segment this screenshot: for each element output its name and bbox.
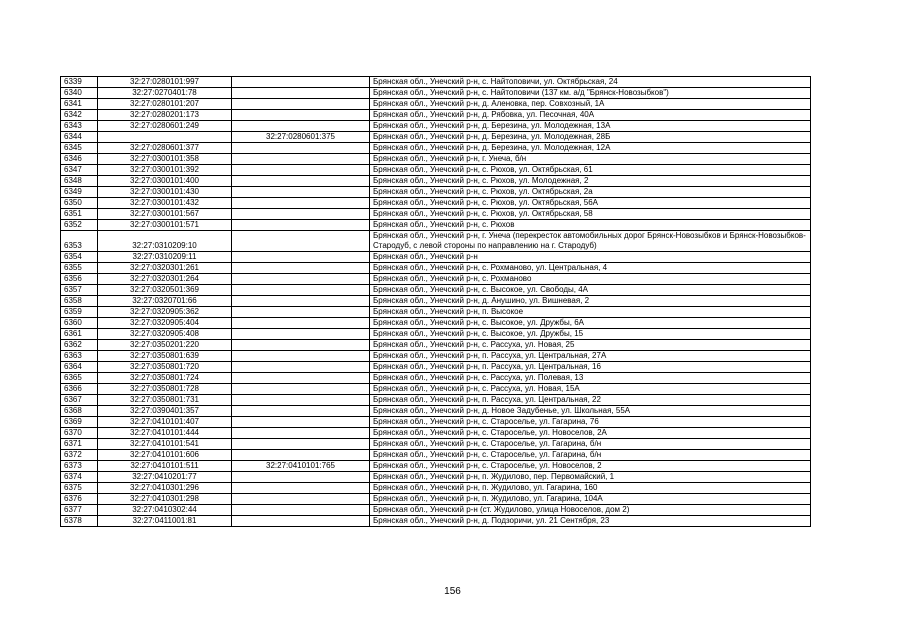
address-cell: Брянская обл., Унечский р-н, с. Староселье, ул. Гагарина, б/н: [370, 450, 811, 461]
secondary-cadastral-number-cell: [232, 340, 370, 351]
cadastral-number-cell: 32:27:0300101:432: [98, 198, 232, 209]
table-row: [61, 494, 811, 505]
address-cell: Брянская обл., Унечский р-н, с. Высокое, ул. Дружбы, 15: [370, 329, 811, 340]
address-cell: Брянская обл., Унечский р-н, п. Жудилово, пер. Первомайский, 1: [370, 472, 811, 483]
row-number-cell: 6367: [61, 395, 98, 406]
table-row: [61, 143, 811, 154]
row-number-cell: 6348: [61, 176, 98, 187]
address-cell: Брянская обл., Унечский р-н, п. Жудилово, ул. Гагарина, 104А: [370, 494, 811, 505]
secondary-cadastral-number-cell: [232, 165, 370, 176]
secondary-cadastral-number-cell: [232, 307, 370, 318]
address-cell: Брянская обл., Унечский р-н, с. Высокое, ул. Свободы, 4А: [370, 285, 811, 296]
table-row: [61, 154, 811, 165]
table-row: [61, 274, 811, 285]
secondary-cadastral-number-cell: [232, 252, 370, 263]
table-row: [61, 209, 811, 220]
secondary-cadastral-number-cell: [232, 209, 370, 220]
row-number-cell: 6366: [61, 384, 98, 395]
secondary-cadastral-number-cell: [232, 285, 370, 296]
row-number-cell: 6347: [61, 165, 98, 176]
row-number-cell: 6372: [61, 450, 98, 461]
row-number-cell: 6352: [61, 220, 98, 231]
address-cell: Брянская обл., Унечский р-н: [370, 252, 811, 263]
row-number-cell: 6357: [61, 285, 98, 296]
cadastral-number-cell: 32:27:0320905:362: [98, 307, 232, 318]
table-row: [61, 99, 811, 110]
address-cell: Брянская обл., Унечский р-н, с. Высокое, ул. Дружбы, 6А: [370, 318, 811, 329]
secondary-cadastral-number-cell: [232, 176, 370, 187]
row-number-cell: 6342: [61, 110, 98, 121]
cadastral-number-cell: 32:27:0411001:81: [98, 516, 232, 527]
secondary-cadastral-number-cell: [232, 395, 370, 406]
secondary-cadastral-number-cell: [232, 329, 370, 340]
cadastral-number-cell: 32:27:0410101:511: [98, 461, 232, 472]
page-number: 156: [444, 586, 461, 597]
row-number-cell: 6354: [61, 252, 98, 263]
table-row: [61, 417, 811, 428]
table-row: [61, 198, 811, 209]
address-cell: Брянская обл., Унечский р-н, п. Рассуха, ул. Центральная, 27А: [370, 351, 811, 362]
address-cell: Брянская обл., Унечский р-н, д. Новое Задубенье, ул. Школьная, 55А: [370, 406, 811, 417]
row-number-cell: 6359: [61, 307, 98, 318]
row-number-cell: 6351: [61, 209, 98, 220]
address-cell: Брянская обл., Унечский р-н, п. Высокое: [370, 307, 811, 318]
row-number-cell: 6375: [61, 483, 98, 494]
secondary-cadastral-number-cell: [232, 516, 370, 527]
secondary-cadastral-number-cell: [232, 472, 370, 483]
table-row: [61, 340, 811, 351]
table-row: [61, 285, 811, 296]
secondary-cadastral-number-cell: [232, 351, 370, 362]
table-row: [61, 329, 811, 340]
table-row: [61, 450, 811, 461]
address-cell: Брянская обл., Унечский р-н, д. Рябовка, ул. Песочная, 40А: [370, 110, 811, 121]
table-row: [61, 439, 811, 450]
secondary-cadastral-number-cell: 32:27:0280601:375: [232, 132, 370, 143]
row-number-cell: 6377: [61, 505, 98, 516]
address-cell: Брянская обл., Унечский р-н, д. Анушино, ул. Вишневая, 2: [370, 296, 811, 307]
table-row: [61, 252, 811, 263]
table-row: [61, 472, 811, 483]
secondary-cadastral-number-cell: [232, 494, 370, 505]
secondary-cadastral-number-cell: [232, 296, 370, 307]
cadastral-number-cell: 32:27:0300101:430: [98, 187, 232, 198]
table-row: [61, 121, 811, 132]
cadastral-number-cell: 32:27:0410101:407: [98, 417, 232, 428]
table-row: [61, 461, 811, 472]
address-cell: Брянская обл., Унечский р-н, с. Рассуха, ул. Новая, 25: [370, 340, 811, 351]
cadastral-number-cell: 32:27:0280101:207: [98, 99, 232, 110]
table-row: [61, 406, 811, 417]
cadastral-number-cell: 32:27:0410101:444: [98, 428, 232, 439]
cadastral-number-cell: 32:27:0350801:728: [98, 384, 232, 395]
row-number-cell: 6363: [61, 351, 98, 362]
address-cell: Брянская обл., Унечский р-н, с. Рюхов, ул. Молодежная, 2: [370, 176, 811, 187]
cadastral-number-cell: 32:27:0320905:408: [98, 329, 232, 340]
cadastral-number-cell: 32:27:0300101:392: [98, 165, 232, 176]
cadastral-number-cell: 32:27:0300101:358: [98, 154, 232, 165]
address-cell: Брянская обл., Унечский р-н, с. Рюхов, ул. Октябрьская, 58: [370, 209, 811, 220]
table-row: [61, 187, 811, 198]
secondary-cadastral-number-cell: [232, 483, 370, 494]
secondary-cadastral-number-cell: [232, 274, 370, 285]
row-number-cell: 6356: [61, 274, 98, 285]
secondary-cadastral-number-cell: [232, 318, 370, 329]
address-cell: Брянская обл., Унечский р-н, с. Староселье, ул. Новоселов, 2А: [370, 428, 811, 439]
address-cell: Брянская обл., Унечский р-н, п. Рассуха, ул. Центральная, 16: [370, 362, 811, 373]
secondary-cadastral-number-cell: [232, 231, 370, 252]
address-cell: Брянская обл., Унечский р-н, п. Жудилово, ул. Гагарина, 160: [370, 483, 811, 494]
table-row: [61, 132, 811, 143]
cadastral-number-cell: 32:27:0410101:541: [98, 439, 232, 450]
secondary-cadastral-number-cell: [232, 263, 370, 274]
table-row: [61, 362, 811, 373]
table-row: [61, 77, 811, 88]
table-row: [61, 516, 811, 527]
secondary-cadastral-number-cell: [232, 187, 370, 198]
table-row: [61, 384, 811, 395]
address-cell: Брянская обл., Унечский р-н, с. Найтоповичи, ул. Октябрьская, 24: [370, 77, 811, 88]
cadastral-number-cell: 32:27:0270401:78: [98, 88, 232, 99]
secondary-cadastral-number-cell: [232, 505, 370, 516]
address-cell: Брянская обл., Унечский р-н, д. Аленовка, пер. Совхозный, 1А: [370, 99, 811, 110]
cadastral-number-cell: 32:27:0310209:11: [98, 252, 232, 263]
table-row: [61, 220, 811, 231]
address-cell: Брянская обл., Унечский р-н, с. Рассуха, ул. Полевая, 13: [370, 373, 811, 384]
row-number-cell: 6343: [61, 121, 98, 132]
secondary-cadastral-number-cell: [232, 220, 370, 231]
secondary-cadastral-number-cell: [232, 362, 370, 373]
table-row: [61, 505, 811, 516]
address-cell: Брянская обл., Унечский р-н, г. Унеча, б/н: [370, 154, 811, 165]
address-cell: Брянская обл., Унечский р-н, д. Подзоричи, ул. 21 Сентября, 23: [370, 516, 811, 527]
cadastral-number-cell: 32:27:0410301:296: [98, 483, 232, 494]
address-cell: Брянская обл., Унечский р-н, с. Рюхов, ул. Октябрьская, 56А: [370, 198, 811, 209]
table-row: [61, 165, 811, 176]
table-row: [61, 428, 811, 439]
secondary-cadastral-number-cell: [232, 384, 370, 395]
row-number-cell: 6345: [61, 143, 98, 154]
row-number-cell: 6373: [61, 461, 98, 472]
secondary-cadastral-number-cell: [232, 110, 370, 121]
address-cell: Брянская обл., Унечский р-н, д. Березина, ул. Молодежная, 28Б: [370, 132, 811, 143]
table-row: [61, 296, 811, 307]
cadastral-number-cell: 32:27:0350801:724: [98, 373, 232, 384]
secondary-cadastral-number-cell: [232, 406, 370, 417]
cadastral-number-cell: 32:27:0280101:997: [98, 77, 232, 88]
secondary-cadastral-number-cell: [232, 198, 370, 209]
cadastral-number-cell: 32:27:0280201:173: [98, 110, 232, 121]
secondary-cadastral-number-cell: 32:27:0410101:765: [232, 461, 370, 472]
secondary-cadastral-number-cell: [232, 99, 370, 110]
cadastral-number-cell: 32:27:0320501:369: [98, 285, 232, 296]
row-number-cell: 6371: [61, 439, 98, 450]
address-cell: Брянская обл., Унечский р-н, с. Рохманово, ул. Центральная, 4: [370, 263, 811, 274]
address-cell: Брянская обл., Унечский р-н, с. Рассуха, ул. Новая, 15А: [370, 384, 811, 395]
row-number-cell: 6365: [61, 373, 98, 384]
cadastral-number-cell: 32:27:0350801:720: [98, 362, 232, 373]
address-cell: Брянская обл., Унечский р-н, г. Унеча (перекресток автомобильных дорог Брянск-Новозыбков и Брянск-Новозыбков-Стародуб, с левой стороны по направлению на г. Стародуб): [370, 231, 811, 252]
table-row: [61, 318, 811, 329]
secondary-cadastral-number-cell: [232, 154, 370, 165]
table-row: [61, 351, 811, 362]
secondary-cadastral-number-cell: [232, 417, 370, 428]
address-cell: Брянская обл., Унечский р-н, с. Рюхов: [370, 220, 811, 231]
row-number-cell: 6341: [61, 99, 98, 110]
cadastral-number-cell: 32:27:0320701:66: [98, 296, 232, 307]
cadastral-number-cell: 32:27:0320905:404: [98, 318, 232, 329]
address-cell: Брянская обл., Унечский р-н, п. Рассуха, ул. Центральная, 22: [370, 395, 811, 406]
row-number-cell: 6353: [61, 231, 98, 252]
table-row: [61, 110, 811, 121]
address-cell: Брянская обл., Унечский р-н, с. Рюхов, ул. Октябрьская, 61: [370, 165, 811, 176]
table-row: [61, 176, 811, 187]
secondary-cadastral-number-cell: [232, 373, 370, 384]
row-number-cell: 6361: [61, 329, 98, 340]
row-number-cell: 6339: [61, 77, 98, 88]
table-row: [61, 483, 811, 494]
cadastral-number-cell: 32:27:0280601:377: [98, 143, 232, 154]
secondary-cadastral-number-cell: [232, 77, 370, 88]
address-cell: Брянская обл., Унечский р-н, с. Староселье, ул. Гагарина, 76: [370, 417, 811, 428]
row-number-cell: 6355: [61, 263, 98, 274]
row-number-cell: 6358: [61, 296, 98, 307]
cadastral-number-cell: 32:27:0300101:571: [98, 220, 232, 231]
secondary-cadastral-number-cell: [232, 121, 370, 132]
row-number-cell: 6362: [61, 340, 98, 351]
cadastral-number-cell: 32:27:0350201:220: [98, 340, 232, 351]
secondary-cadastral-number-cell: [232, 88, 370, 99]
table-row: [61, 307, 811, 318]
table-row: [61, 263, 811, 274]
address-cell: Брянская обл., Унечский р-н, с. Найтоповичи (137 км. а/д "Брянск-Новозыбков"): [370, 88, 811, 99]
row-number-cell: 6370: [61, 428, 98, 439]
cadastral-number-cell: 32:27:0300101:567: [98, 209, 232, 220]
cadastral-number-cell: 32:27:0350801:639: [98, 351, 232, 362]
secondary-cadastral-number-cell: [232, 143, 370, 154]
secondary-cadastral-number-cell: [232, 450, 370, 461]
cadastral-number-cell: 32:27:0410302:44: [98, 505, 232, 516]
row-number-cell: 6350: [61, 198, 98, 209]
row-number-cell: 6340: [61, 88, 98, 99]
address-cell: Брянская обл., Унечский р-н, с. Рюхов, ул. Октябрьская, 2а: [370, 187, 811, 198]
row-number-cell: 6349: [61, 187, 98, 198]
table-row: [61, 231, 811, 252]
row-number-cell: 6360: [61, 318, 98, 329]
secondary-cadastral-number-cell: [232, 428, 370, 439]
cadastral-number-cell: 32:27:0300101:400: [98, 176, 232, 187]
cadastral-number-cell: [98, 132, 232, 143]
address-cell: Брянская обл., Унечский р-н, д. Березина, ул. Молодежная, 13А: [370, 121, 811, 132]
row-number-cell: 6346: [61, 154, 98, 165]
table-row: [61, 88, 811, 99]
cadastral-number-cell: 32:27:0320301:264: [98, 274, 232, 285]
table-row: [61, 373, 811, 384]
cadastral-number-cell: 32:27:0310209:10: [98, 231, 232, 252]
row-number-cell: 6368: [61, 406, 98, 417]
cadastral-number-cell: 32:27:0280601:249: [98, 121, 232, 132]
row-number-cell: 6369: [61, 417, 98, 428]
cadastral-number-cell: 32:27:0350801:731: [98, 395, 232, 406]
row-number-cell: 6344: [61, 132, 98, 143]
row-number-cell: 6378: [61, 516, 98, 527]
address-cell: Брянская обл., Унечский р-н, с. Староселье, ул. Новоселов, 2: [370, 461, 811, 472]
address-cell: Брянская обл., Унечский р-н, с. Рохманово: [370, 274, 811, 285]
address-cell: Брянская обл., Унечский р-н, с. Староселье, ул. Гагарина, б/н: [370, 439, 811, 450]
property-registry-table: [60, 76, 811, 527]
table-row: [61, 395, 811, 406]
row-number-cell: 6376: [61, 494, 98, 505]
address-cell: Брянская обл., Унечский р-н, д. Березина, ул. Молодежная, 12А: [370, 143, 811, 154]
cadastral-number-cell: 32:27:0390401:357: [98, 406, 232, 417]
cadastral-number-cell: 32:27:0410201:77: [98, 472, 232, 483]
row-number-cell: 6364: [61, 362, 98, 373]
table-body: [61, 77, 811, 527]
cadastral-number-cell: 32:27:0320301:261: [98, 263, 232, 274]
cadastral-number-cell: 32:27:0410101:606: [98, 450, 232, 461]
address-cell: Брянская обл., Унечский р-н (ст. Жудилово, улица Новоселов, дом 2): [370, 505, 811, 516]
secondary-cadastral-number-cell: [232, 439, 370, 450]
cadastral-number-cell: 32:27:0410301:298: [98, 494, 232, 505]
row-number-cell: 6374: [61, 472, 98, 483]
